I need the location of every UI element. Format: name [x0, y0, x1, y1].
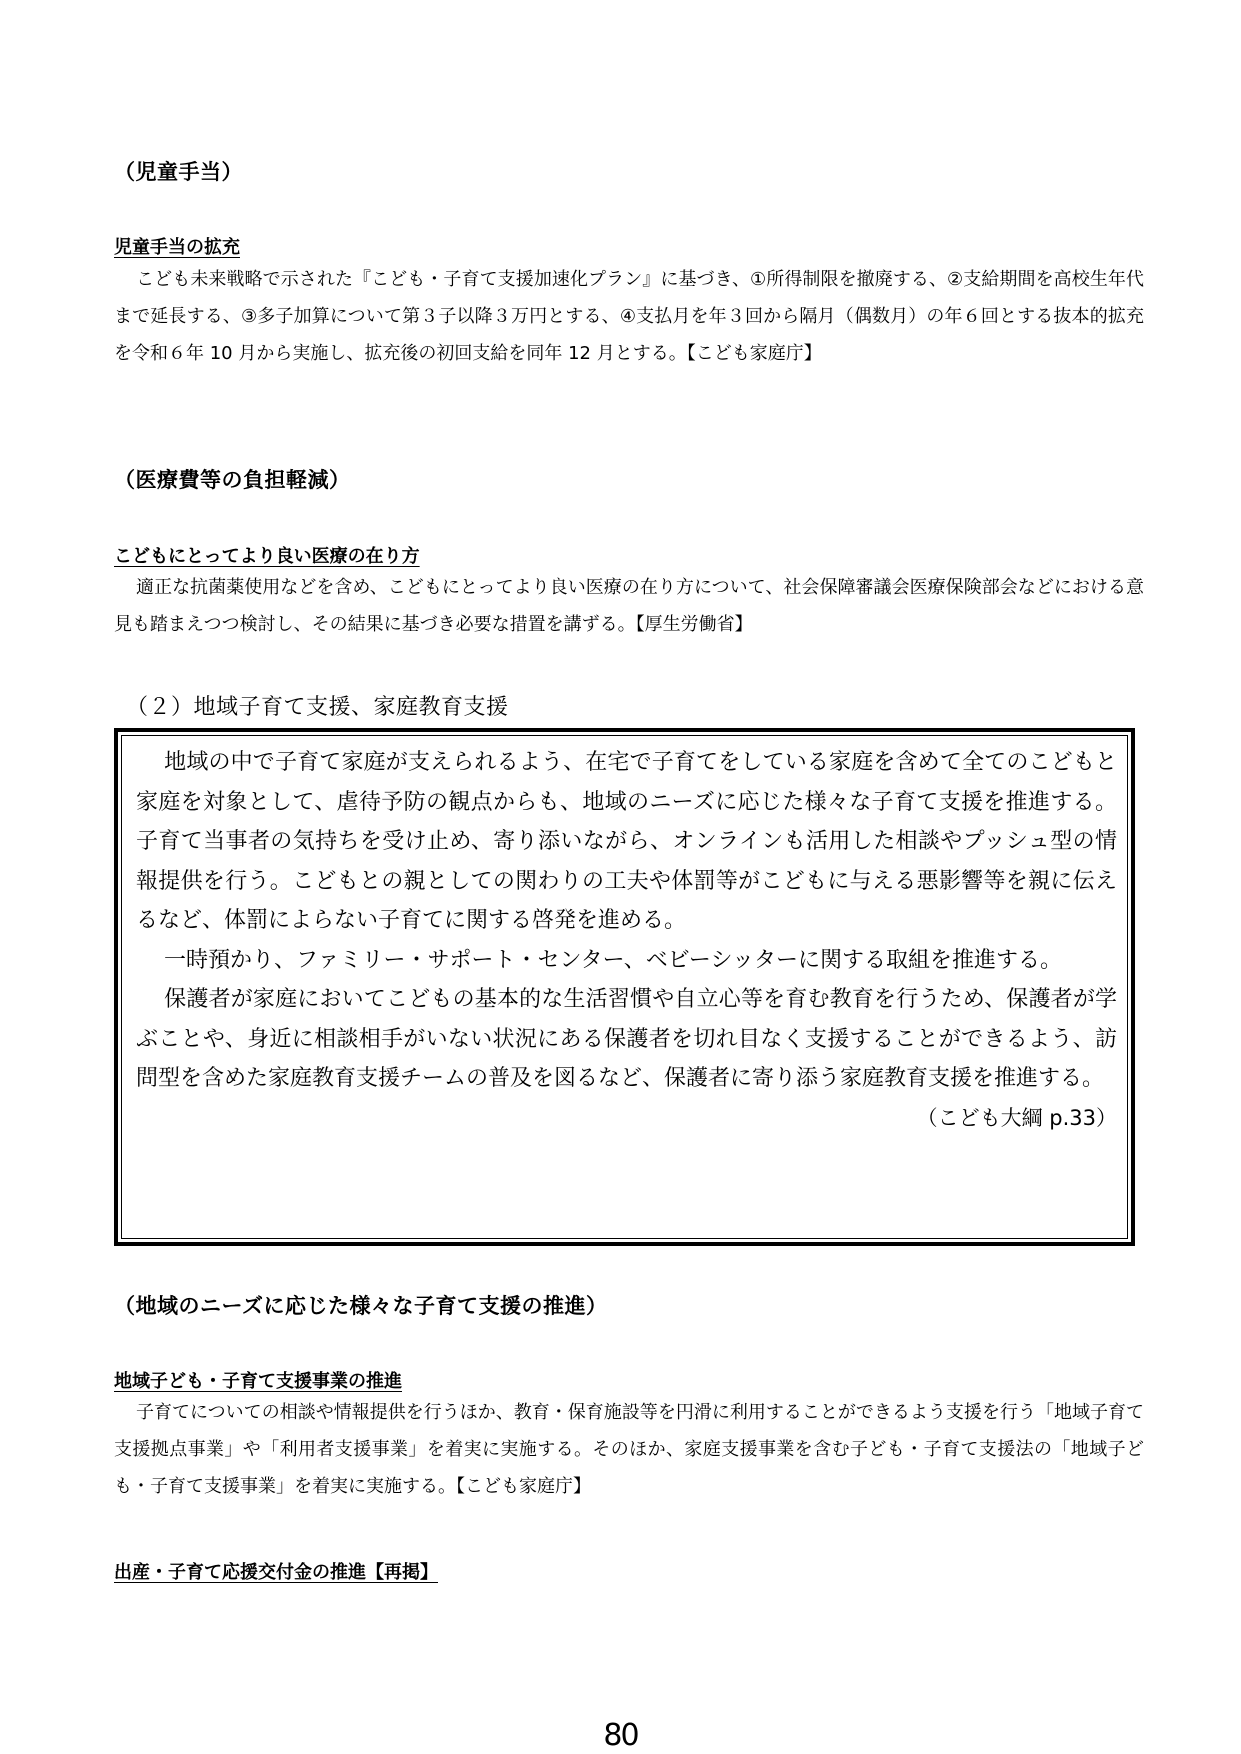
section-heading-medical-cost: （医療費等の負担軽減）	[114, 468, 351, 492]
sub-heading-regional-child-support-projects: 地域子ども・子育て支援事業の推進	[114, 1371, 402, 1392]
sub-heading-birth-childcare-grant: 出産・子育て応援交付金の推進【再掲】	[114, 1562, 438, 1583]
box-paragraph-1-text: 地域の中で子育て家庭が支えられるよう、在宅で子育てをしている家庭を含めて全てのこどもと家庭を対象として、虐待予防の観点からも、地域のニーズに応じた様々な子育て支援を推進する。子育て当事者の気持ちを受け止め、寄り添いながら、オンラインも活用した相談やプッシュ型の情報提供を行う。こどもとの親としての関わりの工夫や体罰等がこどもに与える悪影響等を親に伝えるなど、体罰によらない子育てに関する啓発を進める。	[136, 750, 1117, 933]
paragraph-medical-cost	[114, 569, 1144, 643]
outline-box	[114, 728, 1135, 1246]
box-paragraph-1	[136, 743, 1117, 941]
box-citation: （こども大綱 p.33）	[916, 1105, 1117, 1130]
box-paragraph-3-text: 保護者が家庭においてこどもの基本的な生活習慣や自立心等を育む教育を行うため、保護者が学ぶことや、身近に相談相手がいない状況にある保護者を切れ目なく支援することができるよう、訪問型を含めた家庭教育支援チームの普及を図るなど、保護者に寄り添う家庭教育支援を推進する。	[136, 987, 1117, 1091]
paragraph-needs-support	[114, 1394, 1144, 1505]
paragraph-child-allowance-text: こども未来戦略で示された『こども・子育て支援加速化プラン』に基づき、①所得制限を撤廃する、②支給期間を高校生年代まで延長する、③多子加算について第３子以降３万円とする、④支払月を年３回から隔月（偶数月）の年６回とする抜本的拡充を令和６年 10 月から実施し、拡充後の初回支給を同年 12 月とする。【こども家庭庁】	[114, 269, 1144, 364]
paragraph-needs-support-text: 子育てについての相談や情報提供を行うほか、教育・保育施設等を円滑に利用することができるよう支援を行う「地域子育て支援拠点事業」や「利用者支援事業」を着実に実施する。そのほか、家庭支援事業を含む子ども・子育て支援法の「地域子ども・子育て支援事業」を着実に実施する。【こども家庭庁】	[114, 1402, 1144, 1497]
box-paragraph-3	[136, 980, 1117, 1099]
sub-heading-child-allowance-expansion: 児童手当の拡充	[114, 237, 240, 258]
paragraph-medical-cost-text: 適正な抗菌薬使用などを含め、こどもにとってより良い医療の在り方について、社会保障審議会医療保険部会などにおける意見も踏まえつつ検討し、その結果に基づき必要な措置を講ずる。【厚生労働省】	[114, 577, 1144, 635]
sub-heading-better-medical-care: こどもにとってより良い医療の在り方	[114, 546, 420, 567]
box-paragraph-2-text: 一時預かり、ファミリー・サポート・センター、ベビーシッターに関する取組を推進する。	[164, 947, 1063, 973]
outline-box-inner	[121, 735, 1128, 1239]
page-number: 80	[603, 1718, 638, 1753]
section-heading-needs-support: （地域のニーズに応じた様々な子育て支援の推進）	[114, 1294, 608, 1318]
paragraph-child-allowance	[114, 261, 1144, 372]
section-heading-regional-support: （２）地域子育て支援、家庭教育支援	[126, 695, 509, 720]
section-heading-child-allowance: （児童手当）	[114, 160, 243, 184]
box-paragraph-2	[136, 941, 1117, 981]
